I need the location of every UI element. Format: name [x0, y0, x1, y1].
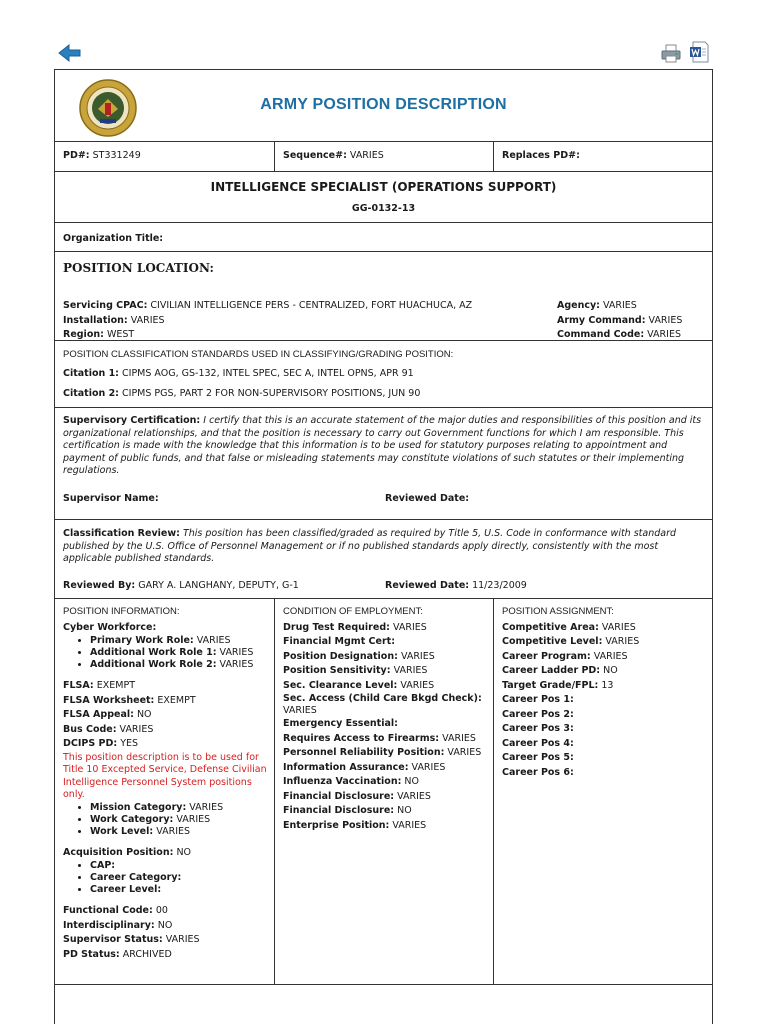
list-item: Information Assurance: VARIES: [283, 761, 446, 773]
list-item: Career Pos 3:: [502, 723, 574, 734]
cyber-workforce-list: [63, 635, 267, 671]
position-title: INTELLIGENCE SPECIALIST (OPERATIONS SUPPORT): [210, 180, 557, 194]
back-arrow-icon[interactable]: [57, 42, 83, 64]
agency-value: VARIES: [603, 300, 637, 311]
sequence-value: VARIES: [349, 150, 384, 161]
classification-standards-section: [55, 341, 712, 408]
list-item: Career Program: VARIES: [502, 650, 628, 662]
classification-heading: POSITION CLASSIFICATION STANDARDS USED IN CLASSIFYING/GRADING POSITION:: [63, 349, 454, 360]
servicing-cpac-value: CIVILIAN INTELLIGENCE PERS - CENTRALIZED, FORT HUACHUCA, AZ: [150, 300, 473, 311]
position-assignment-column: [494, 599, 712, 984]
flsa-field: FLSA: EXEMPT: [63, 680, 135, 691]
citation-1: Citation 1: CIPMS AOG, GS-132, INTEL SPEC, SEC A, INTEL OPNS, APR 91: [63, 368, 414, 379]
list-item: • Primary Work Role: VARIES: [90, 635, 267, 647]
position-description-document: [54, 69, 713, 1024]
flsa-worksheet-field: FLSA Worksheet: EXEMPT: [63, 694, 196, 706]
pd-number-value: ST331249: [92, 150, 141, 161]
classification-review-text: Classification Review: This position has been classified/graded as required by Title 5, U.S. Code in conformance with standard published by the U.S. Office of Personnel Management or if no published standards apply directly, consistently with the most applicable published standards.: [63, 528, 677, 564]
army-command-value: VARIES: [648, 314, 683, 326]
pd-number-cell: PD#: ST331249: [55, 142, 275, 171]
condition-of-employment-heading: CONDITION OF EMPLOYMENT:: [283, 606, 423, 617]
region-value: WEST: [106, 329, 135, 340]
list-item: • Career Category:: [90, 872, 267, 884]
list-item: • Work Category: VARIES: [90, 814, 267, 826]
list-item: Position Designation: VARIES: [283, 650, 435, 662]
supervisory-certification-text: Supervisory Certification: I certify that this is an accurate statement of the major duties and responsibilities of this position and its organizational relationships, and that the position is necessary to carry out Government functions for which I am responsible. This certification is made with the knowledge that this information is to be used for statutory purposes relating to appointment and payment of public funds, and that false or misleading statements may constitute violations of such statutes or their implementing regulations.: [63, 415, 702, 476]
bus-code-field: Bus Code: VARIES: [63, 723, 154, 735]
list-item: Competitive Area: VARIES: [502, 621, 636, 633]
position-information-column: POSITION INFORMATION: Cyber Workforce: • Primary Work Role: VARIES • Additional Work Role 1: VARIES • Additional Work Role 2: VARIES FLSA: EXEMPT FLSA Worksheet: EXEMPT FLSA Appeal: NO Bus Code: VARIES DCIPS PD: YES This position description is to be used for Title 10 Excepted Service, Defense Civilian Intelligence Personnel System positions only. • Mission Category: VARIES • Work Category: VARIES • Work Level: VARIES Acquisition Position: NO • CAP: • Career Category: • Career Level: Functional Code: 00 Interdisciplinary: NO Supervisor Status: VARIES PD Status: ARCHIVED: [55, 599, 275, 984]
list-item: Career Pos 5:: [502, 752, 574, 763]
list-item: Career Pos 2:: [502, 708, 574, 720]
interdisciplinary-field: Interdisciplinary: NO: [63, 919, 173, 931]
list-item: Career Pos 4:: [502, 737, 574, 749]
list-item: • CAP:: [90, 860, 267, 872]
functional-code-field: Functional Code: 00: [63, 905, 168, 916]
list-item: Career Ladder PD: NO: [502, 665, 618, 676]
top-toolbar: [0, 0, 768, 68]
document-header: [55, 70, 712, 142]
command-code-value: VARIES: [647, 329, 681, 340]
position-location-section: [55, 252, 712, 341]
position-details-columns: [55, 599, 712, 985]
list-item: Career Pos 1:: [502, 694, 574, 705]
list-item: Target Grade/FPL: 13: [502, 679, 614, 691]
list-item: Financial Disclosure: VARIES: [283, 790, 431, 802]
list-item: Sec. Access (Child Care Bkgd Check): VARIES: [283, 693, 482, 716]
flsa-appeal-field: FLSA Appeal: NO: [63, 709, 152, 720]
supervisor-name-label: Supervisor Name:: [63, 493, 159, 504]
printer-icon[interactable]: [660, 42, 682, 64]
position-assignment-heading: POSITION ASSIGNMENT:: [502, 606, 614, 617]
organization-title-section: [55, 223, 712, 252]
position-location-heading: POSITION LOCATION:: [63, 261, 214, 275]
list-item: Emergency Essential:: [283, 718, 398, 729]
document-title: ARMY POSITION DESCRIPTION: [260, 96, 507, 113]
list-item: Enterprise Position: VARIES: [283, 819, 427, 831]
pd-status-field: PD Status: ARCHIVED: [63, 948, 172, 960]
reviewed-by: Reviewed By: GARY A. LANGHANY, DEPUTY, G-1: [63, 580, 299, 591]
installation-value: VARIES: [130, 314, 165, 326]
location-details-right: Agency: VARIES Army Command: VARIES Command Code: VARIES: [557, 300, 683, 340]
supervisory-certification-section: [55, 408, 712, 520]
list-item: Influenza Vaccination: NO: [283, 776, 420, 787]
acquisition-list: [63, 860, 267, 896]
sequence-cell: Sequence#: VARIES: [275, 142, 494, 171]
list-item: Career Pos 6:: [502, 766, 574, 778]
list-item: Position Sensitivity: VARIES: [283, 665, 428, 676]
list-item: Drug Test Required: VARIES: [283, 621, 427, 633]
position-title-section: [55, 172, 712, 223]
mission-category-list: [63, 802, 267, 838]
replaces-pd-cell: Replaces PD#:: [502, 150, 580, 161]
pd-info-row: [55, 142, 712, 172]
acquisition-position-field: Acquisition Position: NO: [63, 846, 192, 858]
position-grade: GG-0132-13: [351, 203, 416, 214]
organization-title-label: Organization Title:: [63, 233, 164, 244]
dcips-notice: This position description is to be used for Title 10 Excepted Service, Defense Civilian Intelligence Personnel System positions only.: [63, 751, 267, 800]
condition-of-employment-column: [275, 599, 494, 984]
supervisor-status-field: Supervisor Status: VARIES: [63, 934, 200, 945]
word-document-icon[interactable]: [688, 40, 710, 64]
location-details-left: Servicing CPAC: CIVILIAN INTELLIGENCE PERS - CENTRALIZED, FORT HUACHUCA, AZ Installation: VARIES Region: WEST: [63, 300, 473, 340]
citation-2: Citation 2: CIPMS PGS, PART 2 FOR NON-SUPERVISORY POSITIONS, JUN 90: [63, 388, 421, 399]
list-item: • Career Level:: [90, 884, 267, 896]
classification-review-section: [55, 520, 712, 599]
list-item: • Mission Category: VARIES: [90, 802, 267, 814]
list-item: • Additional Work Role 1: VARIES: [90, 647, 267, 659]
list-item: Competitive Level: VARIES: [502, 636, 640, 647]
list-item: Sec. Clearance Level: VARIES: [283, 679, 435, 691]
reviewed-date: Reviewed Date: 11/23/2009: [385, 580, 527, 591]
supervisor-reviewed-date-label: Reviewed Date:: [385, 493, 470, 504]
list-item: • Additional Work Role 2: VARIES: [90, 659, 267, 671]
position-information-heading: POSITION INFORMATION:: [63, 606, 180, 617]
list-item: Personnel Reliability Position: VARIES: [283, 747, 482, 758]
list-item: Requires Access to Firearms: VARIES: [283, 732, 476, 744]
list-item: • Work Level: VARIES: [90, 826, 267, 838]
list-item: Financial Disclosure: NO: [283, 805, 412, 816]
dcips-pd-field: DCIPS PD: YES: [63, 738, 139, 749]
list-item: Financial Mgmt Cert:: [283, 636, 395, 647]
